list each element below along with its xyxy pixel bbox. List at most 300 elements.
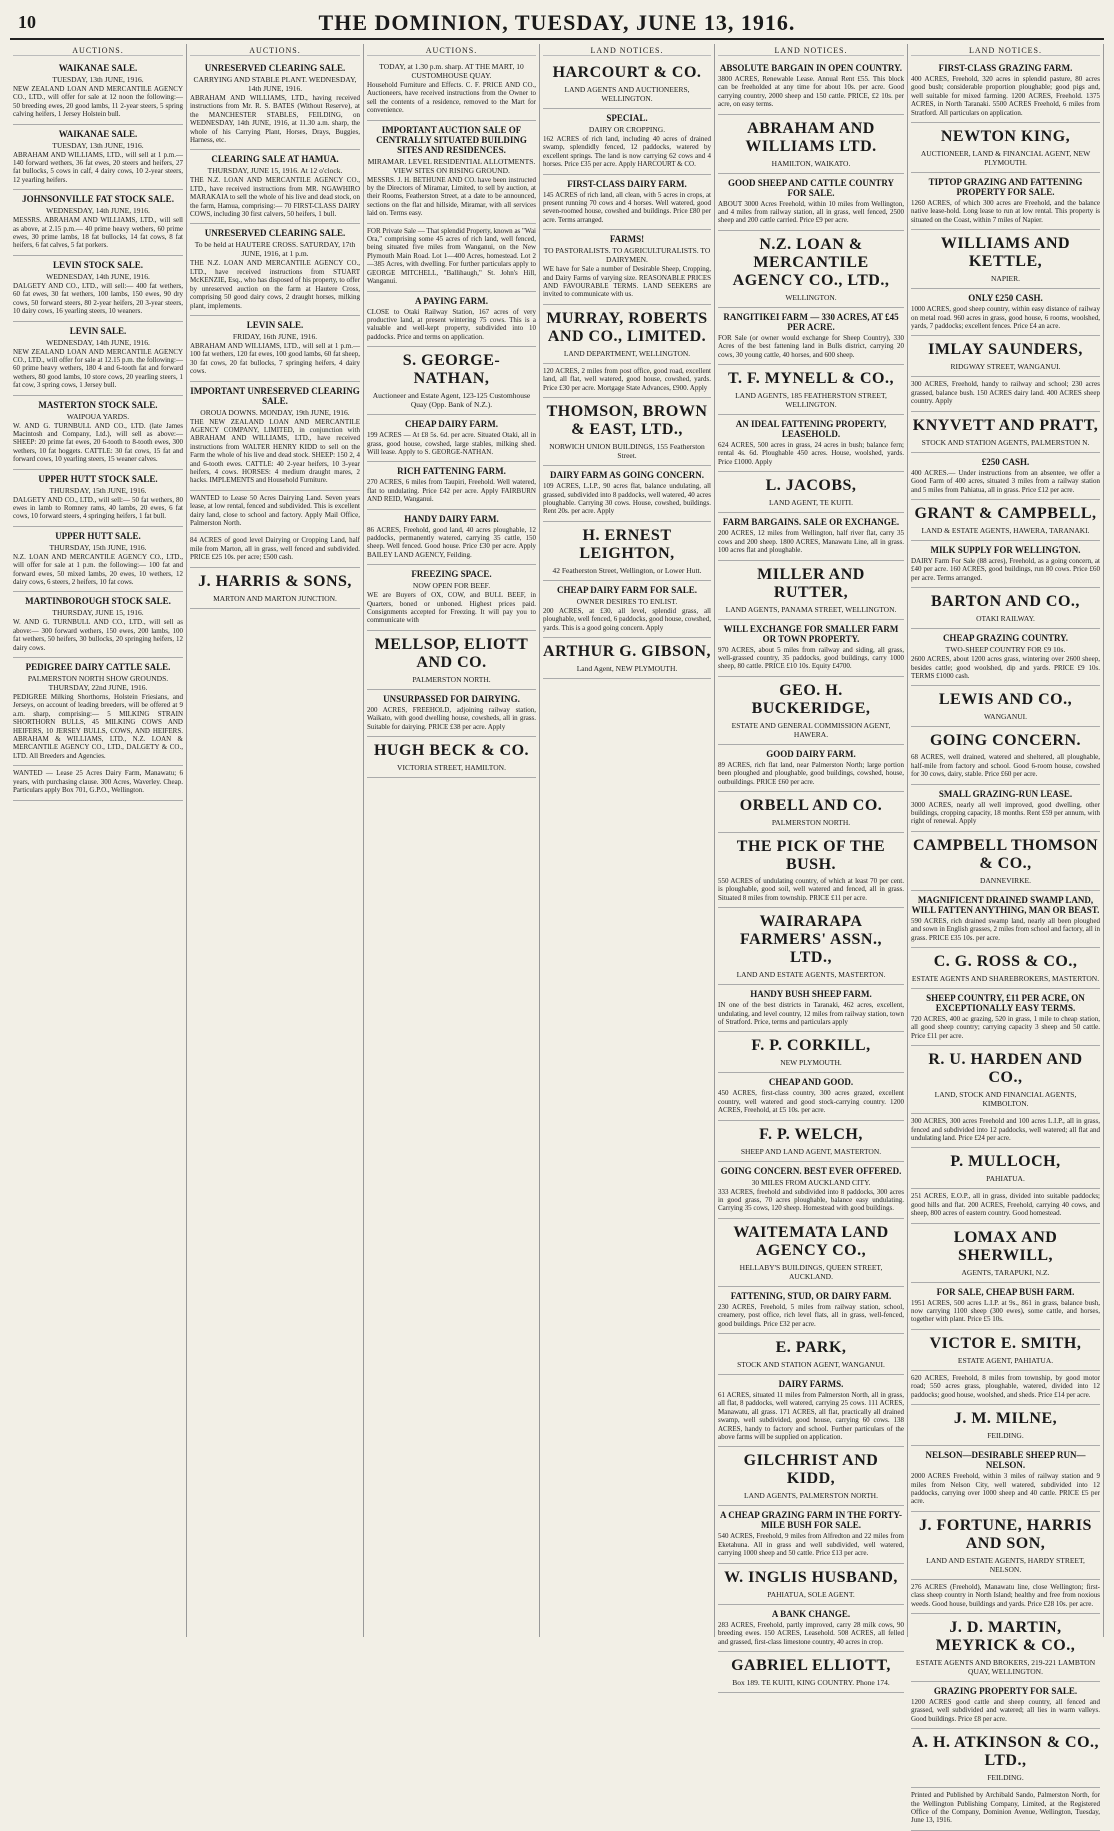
advertisement [911,1729,1100,1788]
ad-heading: WAIKANAE SALE. [58,128,138,139]
advertisement [911,230,1100,289]
ad-body: Household Furniture and Effects. C. F. PRICE AND CO., Auctioneers, have received instructions from the Owner to sell the contents of a residence, removed to the Mart for convenience. [367,81,536,115]
advertisement [911,686,1100,727]
advertiser-name: THE PICK OF THE BUSH. [736,837,886,873]
advertisement [718,1073,904,1120]
advertiser-name: LEWIS AND CO., [938,691,1073,709]
ad-subheading: NEW PLYMOUTH. [780,1058,842,1068]
ad-subheading: THURSDAY, 15th JUNE, 1916. [49,485,147,495]
ad-body: 276 ACRES (Freehold), Manawatu line, close Wellington; first-class sheep country in North Island; healthy and free from noxious weeds. Good house, buildings and yards. Price £28 10s. per acre. [911,1582,1100,1608]
ad-subheading: FEILDING. [987,1773,1024,1783]
advertisement [367,510,536,566]
ad-heading: MARTINBOROUGH STOCK SALE. [25,596,171,607]
advertisement [367,462,536,509]
advertisement [911,336,1100,377]
advertisement [911,727,1100,784]
ad-subheading: OTAKI RAILWAY. [976,614,1035,624]
column-land-notices-1 [540,44,715,1637]
advertisement [911,948,1100,989]
ad-heading: PEDIGREE DAIRY CATTLE SALE. [25,662,171,673]
ad-heading: FIRST-CLASS DAIRY FARM. [567,178,687,189]
ad-body: 230 ACRES, Freehold, 5 miles from railway station, school, creamery, post office, rich level flats, all in grass, well-fenced, good buildings. Price £32 per acre. [718,1302,904,1328]
advertiser-name: ABRAHAM AND WILLIAMS LTD. [745,119,877,155]
ad-heading: A BANK CHANGE. [771,1608,851,1619]
advertiser-name: S. GEORGE-NATHAN, [402,352,501,388]
ad-body: 300 ACRES, Freehold, handy to railway and school; 230 acres grassed, balance bush. 150 ACRES dairy land. 400 ACRES sheep country. Apply [911,380,1100,406]
ad-body: 624 ACRES, 500 acres in grass, 24 acres in bush; balance fern; rental 4s. 6d. Ploughable 450 acres. House, woolshed, yards. Price £1000. Apply [718,441,904,466]
advertisement [911,832,1100,891]
advertisement [367,347,536,415]
advertisement [718,1334,904,1375]
ad-heading: GOING CONCERN. BEST EVER OFFERED. [720,1165,902,1176]
advertisement [190,568,360,609]
ad-subheading: LAND AGENTS, PANAMA STREET, WELLINGTON. [725,604,897,614]
advertisement [543,638,711,679]
advertisement [718,174,904,231]
ad-subheading: WAIPOUA YARDS. [66,411,130,421]
advertiser-name: WAITEMATA LAND AGENCY CO., [733,1223,889,1259]
advertisement [718,115,904,174]
newspaper-title: THE DOMINION, TUESDAY, JUNE 13, 1916. [318,10,796,35]
ad-subheading: PALMERSTON NORTH. [412,674,491,684]
advertiser-name: J. D. MARTIN, MEYRICK & CO., [935,1618,1076,1654]
ad-heading: ONLY £250 CASH. [968,293,1043,304]
ad-subheading: WEDNESDAY, 14th JUNE, 1916. [46,337,150,347]
ad-heading: LEVIN SALE. [69,325,127,336]
ad-heading: CHEAP AND GOOD. [768,1077,854,1088]
advertisement [718,1447,904,1506]
advertisement [13,256,183,322]
ad-body: NEW ZEALAND LOAN AND MERCANTILE AGENCY CO., LTD., will offer for sale at 12 noon the following:— 50 breeding ewes, 20 good lambs, 11 2-year steers, 5 spring calving heifers, 1 Jersey Holstein bull. [13,85,183,119]
advertisement [718,1375,904,1447]
ad-subheading: HELLABY'S BUILDINGS, QUEEN STREET, AUCKLAND. [739,1262,883,1281]
ad-subheading: Land Agent, NEW PLYMOUTH. [576,663,678,673]
advertisement [718,908,904,985]
ad-heading: UPPER HUTT STOCK SALE. [38,473,158,484]
ad-body: 2600 ACRES, about 1200 acres grass, wintering over 2600 sheep, besides cattle; good woolshed, dip and yards. PRICE £9 10s. TERMS £1000 cash. [911,655,1100,680]
ad-body: WE are Buyers of OX, COW, and BULL BEEF, in Quarters, boned or unboned. Highest prices paid. Consignments accepted for Freezing. It will pay you to communicate with [367,591,536,625]
ad-heading: JOHNSONVILLE FAT STOCK SALE. [22,194,174,205]
ad-heading: AN IDEAL FATTENING PROPERTY, LEASEHOLD. [735,419,887,440]
ad-heading: GRAZING PROPERTY FOR SALE. [933,1685,1078,1696]
ad-body: 620 ACRES, Freehold, 8 miles from township, by good motor road; 550 acres grass, ploughable, watered, divided into 12 paddocks; good house, woolshed, and sheds. Price £14 per acre. [911,1373,1100,1399]
advertiser-name: J. FORTUNE, HARRIS AND SON, [919,1516,1092,1552]
advertisement [13,396,183,470]
ad-subheading: THURSDAY, JUNE 15, 1916. At 12 o'clock. [207,166,343,176]
ad-subheading: OROUA DOWNS. MONDAY, 19th JUNE, 1916. [200,407,350,417]
ad-body: WANTED — Lease 25 Acres Dairy Farm, Manawatu; 6 years, with purchasing clause. 300 Acres, Waverley. Cheap. Particulars apply Box 701, G.P.O., Wellington. [13,769,183,795]
ad-body: 89 ACRES, rich flat land, near Palmerston North; large portion been ploughed and ploughable, good buildings, cowshed, house, outbuildings. PRICE £60 per acre. [718,760,904,786]
ad-subheading: AUCTIONEER, LAND & FINANCIAL AGENT, NEW PLYMOUTH. [920,149,1091,168]
ad-subheading: FRIDAY, 16th JUNE, 1916. [232,331,318,341]
advertisement [911,377,1100,411]
ad-heading: IMPORTANT UNRESERVED CLEARING SALE. [190,385,360,406]
ad-heading: UNSURPASSED FOR DAIRYING. [383,693,520,704]
ad-body: ABRAHAM AND WILLIAMS, LTD., will sell at 1 p.m.— 140 forward wethers, 36 fat ewes, 20 steers and heifers, 27 fat bullocks, 5 cows in calf, 4 dairy cows, 10 2-year steers, 12 yearling heifers. [13,150,183,184]
ad-body: 251 ACRES, E.O.P., all in grass, divided into suitable paddocks; good hills and flat. 200 ACRES, Freehold, carrying 40 cows, and sheep, 800 acres of eastern country. Good homestead. [911,1192,1100,1218]
advertisement [367,565,536,631]
advertisement [718,1032,904,1073]
ad-subheading: 42 Featherston Street, Wellington, or Lower Hutt. [552,565,702,575]
advertisement [190,224,360,315]
advertisement [367,224,536,292]
advertisement [13,592,183,658]
ad-body: 540 ACRES, Freehold, 9 miles from Alfredton and 22 miles from Eketahuna. All in grass and well subdivided, well watered, carrying 1000 sheep and 50 cattle. Price £13 per acre. [718,1532,904,1558]
advertisement [13,470,183,527]
advertisement [543,398,711,466]
ad-heading: CHEAP DAIRY FARM. [405,419,498,430]
advertisement [543,522,711,581]
ad-subheading: PAHIATUA. [986,1174,1025,1184]
ad-heading: A PAYING FARM. [414,295,489,306]
page-number: 10 [18,12,36,32]
advertiser-name: ORBELL AND CO. [739,796,883,814]
ad-subheading: FEILDING. [987,1431,1024,1441]
ad-subheading: CARRYING AND STABLE PLANT. WEDNESDAY, 14th JUNE, 1916. [193,75,357,93]
ad-body: 400 ACRES.— Under instructions from an absentee, we offer a Good Farm of 400 acres, situated 3 miles from a railway station and 5 miles from Pahiatua, all in grass. Price £12 per acre. [911,468,1100,494]
advertisement [911,1446,1100,1512]
ad-subheading: MARTON AND MARTON JUNCTION. [213,593,337,603]
ad-body: FOR Private Sale — That splendid Property, known as "Wai Ora," comprising some 45 acres of rich land, well fenced, being situated five miles from Wanganui, on the New Plymouth Main Road. Lot 1—400 Acres, homestead. Lot 2—385 Acres, with dwelling. For further particulars apply to GEORGE MITCHELL, "Ballihaugh," St. John's Hill, Wanganui. [367,226,536,286]
ad-heading: CHEAP DAIRY FARM FOR SALE. [557,584,697,595]
ad-heading: SPECIAL. [606,113,648,123]
advertisement [911,123,1100,173]
advertiser-name: C. G. ROSS & CO., [933,953,1078,970]
ad-heading: RICH FATTENING FARM. [397,466,506,477]
ad-subheading: ESTATE AGENTS AND SHAREBROKERS, MASTERTON. [911,974,1100,983]
ad-subheading: LAND AGENTS, 185 FEATHERSTON STREET, WELLINGTON. [735,391,887,410]
advertisement [911,1580,1100,1614]
ad-subheading: THURSDAY, JUNE 15, 1916. [52,608,144,618]
ad-subheading: NAPIER. [991,274,1020,284]
advertiser-name: N.Z. LOAN & MERCANTILE AGENCY CO., LTD., [732,235,890,289]
advertiser-name: R. U. HARDEN AND CO., [928,1051,1083,1087]
ad-heading: MAGNIFICENT DRAINED SWAMP LAND, WILL FATTEN ANYTHING, MAN OR BEAST. [911,894,1100,915]
advertisement [911,1224,1100,1283]
advertisement [718,985,904,1032]
ad-body: 200 ACRES, FREEHOLD, adjoining railway station, Waikato, with good dwelling house, cowsheds, all in grass. Suitable for dairying. PRICE £38 per acre. Apply [367,705,536,731]
ad-subheading: VICTORIA STREET, HAMILTON. [397,763,506,773]
advertisement [911,1682,1100,1729]
advertisement [911,1189,1100,1223]
ad-subheading: LAND AND ESTATE AGENTS, HARDY STREET, NELSON. [926,1555,1085,1574]
advertiser-name: ARTHUR G. GIBSON, [543,642,711,660]
advertisement [367,59,536,121]
advertisement [13,527,183,593]
ad-body: THE N.Z. LOAN AND MERCANTILE AGENCY CO., LTD., have received instructions from STUART McKENZIE, Esq., who has disposed of his property, to offer by unreserved auction on the farm at Hautere Cross, comprising 50 good dairy cows, 2 draught horses, milking plant, implements. [190,259,360,310]
advertiser-name: WAIRARAPA FARMERS' ASSN., LTD., [740,913,882,967]
ad-subheading: RIDGWAY STREET, WANGANUI. [950,362,1061,372]
ad-body: 200 ACRES, at £30, all level, splendid grass, all ploughable, well fenced, 6 paddocks, good house, cowshed, yards. This is a good going concern. Apply [543,606,711,632]
ad-subheading: LAND, STOCK AND FINANCIAL AGENTS, KIMBOLTON. [934,1090,1077,1109]
advertisement [367,415,536,462]
column-auctions-3 [364,44,540,1637]
ad-subheading: LAND AGENTS, PALMERSTON NORTH. [744,1491,878,1501]
ad-body: 590 ACRES, rich drained swamp land, nearly all been ploughed and sown in English grasses, 2 miles from school and factory, all in grass. PRICE £35 10s. per acre. [911,916,1100,942]
advertisement [911,412,1100,453]
advertiser-name: GILCHRIST AND KIDD, [743,1452,879,1488]
advertisement [190,150,360,224]
advertisement [543,109,711,175]
advertisement [911,1788,1100,1831]
advertiser-name: WILLIAMS AND KETTLE, [940,235,1071,271]
ad-body: WE have for Sale a number of Desirable Sheep, Cropping, and Dairy Farms of varying size. REASONABLE PRICES AND FAVOURABLE TERMS. LAND SEEKERS are invited to communicate with us. [543,265,711,299]
advertisement [718,1287,904,1334]
ad-heading: A CHEAP GRAZING FARM IN THE FORTY-MILE BUSH FOR SALE. [719,1510,903,1531]
ad-heading: GOOD DAIRY FARM. [766,748,856,759]
ad-heading: FIRST-CLASS GRAZING FARM. [938,63,1073,73]
advertisement [718,1162,904,1219]
ad-subheading: TUESDAY, 13th JUNE, 1916. [52,140,144,150]
ad-body: ABOUT 3000 Acres Freehold, within 10 miles from Wellington, and 4 miles from railway station, all in grass, well fenced, 2500 sheep and 200 cattle carried. Price £9 per acre. [718,199,904,225]
ad-body: WANTED to Lease 50 Acres Dairying Land. Seven years lease, at low rental, fenced and subdivided. This is excellent dairy land, close to school and factory. Apply Mail Office, Palmerston North. [190,493,360,527]
advertiser-name: BARTON AND CO., [931,593,1080,611]
ad-subheading: WEDNESDAY, 14th JUNE, 1916. [46,206,150,216]
ad-subheading: LAND AGENTS AND AUCTIONEERS, WELLINGTON. [564,85,690,103]
ad-subheading: AGENTS, TARAPUKI, N.Z. [961,1267,1050,1277]
advertisement [543,59,711,109]
ad-heading: FREEZING SPACE. [411,569,492,580]
advertiser-name: MURRAY, ROBERTS AND CO., LIMITED. [546,309,708,345]
advertisement [13,322,183,396]
ad-subheading: TUESDAY, 13th JUNE, 1916. [52,75,144,84]
ad-subheading: DANNEVIRKE. [979,875,1032,885]
advertiser-name: GEO. H. BUCKERIDGE, [751,681,871,717]
ad-heading: SMALL GRAZING-RUN LEASE. [938,788,1073,799]
ad-body: 300 ACRES, 300 acres Freehold and 100 acres L.I.P., all in grass, fenced and subdivided into 12 paddocks, well watered; all flat and undulating land. Price £24 per acre. [911,1117,1100,1143]
advertisement [911,1512,1100,1580]
ad-heading: FARM BARGAINS. SALE OR EXCHANGE. [722,517,900,528]
advertisement [718,1121,904,1162]
ad-body: 61 ACRES, situated 11 miles from Palmerston North, all in grass, all flat, 8 paddocks, well watered, carrying 25 cows. 111 ACRES, Manawatu, all grass. 171 ACRES, all flat, practically all drained swamp, well subdivided, good house, carrying 60 cows. 138 ACRES, handy to factory and school. Further particulars of the above farms will be supplied on application. [718,1391,904,1442]
advertisement [911,1405,1100,1446]
ad-subheading: NOW OPEN FOR BEEF. [412,581,491,591]
ad-body: Printed and Published by Archibald Sando, Palmerston North, for the Wellington Publishing Company, Limited, at the Registered Office of the Company, Dominion Avenue, Wellington, Tuesday, June 13, 1916. [911,1791,1100,1825]
advertiser-name: LOMAX AND SHERWILL, [953,1228,1058,1264]
advertiser-name: J. HARRIS & SONS, [198,572,352,590]
advertisement [367,631,536,690]
advertiser-name: GRANT & CAMPBELL, [914,504,1097,522]
advertisement [911,1283,1100,1330]
advertisement [718,1219,904,1287]
ad-heading: MASTERTON STOCK SALE. [38,399,158,410]
ad-body: 400 ACRES, Freehold, 320 acres in splendid pasture, 80 acres good bush; considerable proportion ploughable; good pigs and, well suitable for mixed farming. 1200 ACRES, Freehold. 1375 ACRES, in North Taranaki. 5500 ACRES Freehold, 6 miles from Stratford. All particulars on application. [911,75,1100,117]
section-heading: AUCTIONS. [367,46,536,56]
ad-body: IN one of the best districts in Taranaki, 462 acres, excellent, undulating, and level country, 12 miles from railway station, town of Stratford. Price, terms and particulars apply [718,1001,904,1026]
ad-heading: UNRESERVED CLEARING SALE. [204,63,346,73]
ad-subheading: TO PASTORALISTS. TO AGRICULTURALISTS. TO DAIRYMEN. [543,246,711,265]
ad-heading: SHEEP COUNTRY, £11 PER ACRE, ON EXCEPTIONALLY EASY TERMS. [926,993,1085,1013]
advertisement [367,292,536,348]
advertisement [718,620,904,677]
ad-body: MESSRS. J. H. BETHUNE AND CO. have been instructed by the Directors of Miramar, Limited, to sell by auction, at their Rooms, Featherston Street, at a date to be announced, sections on the flat and hillside, Miramar, with all services laid on. Terms easy. [367,175,536,218]
advertiser-name: KNYVETT AND PRATT, [912,416,1099,434]
ad-heading: DAIRY FARM AS GOING CONCERN. [550,470,704,481]
ad-body: 333 ACRES, freehold and subdivided into 8 paddocks, 300 acres in good grass, 70 acres ploughable, balance easy undulating. Carrying 35 cows, 120 sheep. Homestead with good buildings. [718,1187,904,1213]
ad-subheading: DAIRY OR CROPPING. [588,125,666,134]
advertiser-name: MELLSOP, ELIOTT AND CO. [374,635,529,671]
ad-subheading: MIRAMAR. LEVEL RESIDENTIAL ALLOTMENTS. VIEW SITES ON RISING GROUND. [367,156,536,175]
advertisement [718,231,904,308]
advertisement [718,677,904,745]
ad-body: DALGETY AND CO., LTD., will sell:— 400 fat wethers, 60 fat ewes, 30 fat wethers, 100 lambs, 150 ewes, 90 dry cows, 50 forward steers, 80 2-year heifers, 20 3-year steers, 10 dairy cows, 16 yearling steers, 10 weaners. [13,281,183,316]
advertiser-name: CAMPBELL THOMSON & CO., [912,836,1099,872]
ad-body: THE N.Z. LOAN AND MERCANTILE AGENCY CO., LTD., have received instructions from MR. NGAWHIRO MARAKAIA to sell the whole of his live and dead stock, on the farm, Hamua, comprising:— 70 FIRST-CLASS DAIRY COWS, including 30 first calvers, 50 heifers, 1 bull. [190,176,360,219]
ad-subheading: PAHIATUA, SOLE AGENT. [767,1589,855,1599]
ad-body: 2000 ACRES Freehold, within 3 miles of railway station and 9 miles from Nelson City, well watered, subdivided into 12 paddocks, carrying over 1000 sheep and 40 cattle. PRICE £5 per acre. [911,1472,1100,1506]
advertisement [543,364,711,398]
column-land-notices-3 [908,44,1104,1825]
ad-subheading: LAND AGENT, TE KUITI. [768,498,854,508]
ad-body: 200 ACRES, 12 miles from Wellington, half river flat, carry 35 cows and 200 sheep. 1800 ACRES, Manawatu Line, all in grass. 100 acres flat and ploughable. [718,529,904,555]
ad-subheading: LAND AND ESTATE AGENTS, MASTERTON. [736,970,886,980]
advertiser-name: H. ERNEST LEIGHTON, [579,526,675,562]
ad-heading: ABSOLUTE BARGAIN IN OPEN COUNTRY. [719,63,903,73]
advertisement [543,581,711,638]
ad-heading: FARMS! [609,234,645,245]
ad-subheading: PALMERSTON NORTH. [771,817,851,827]
ad-body: 270 ACRES, 6 miles from Taupiri, Freehold. Well watered, flat to undulating. Price £42 per acre. Apply FAIRBURN AND REID, Wanganui. [367,478,536,504]
advertiser-name: E. PARK, [775,1339,847,1357]
ad-subheading: THURSDAY, 15th JUNE, 1916. [49,542,147,552]
ad-body: ABRAHAM AND WILLIAMS, LTD., will sell at 1 p.m.— 100 fat wethers, 120 fat ewes, 100 good lambs, 60 fat sheep, 30 fat cows, 20 fat bullocks, 7 springing heifers, 4 dairy cows. [190,341,360,376]
ad-body: 162 ACRES of rich land, including 40 acres of drained swamp, splendidly fenced, 12 paddocks, watered by excellent springs. The land is now carrying 62 cows and 4 horses. Price £35 per acre. Apply HARCOURT & CO. [543,135,711,169]
advertisement [543,175,711,231]
ad-subheading: Auctioneer and Estate Agent, 123-125 Customhouse Quay (Opp. Bank of N.Z.). [372,391,531,410]
advertisement [190,533,360,567]
section-heading: LAND NOTICES. [543,46,711,56]
advertisement [543,466,711,522]
advertisement [718,561,904,620]
ad-subheading: ESTATE AND GENERAL COMMISSION AGENT, HAWERA. [731,720,891,739]
ad-subheading: SHEEP AND LAND AGENT, MASTERTON. [740,1146,882,1156]
advertisement [911,59,1100,123]
ad-subheading: To be held at HAUTERE CROSS. SATURDAY, 17th JUNE, 1916, at 1 p.m. [194,240,356,259]
advertisement [718,1652,904,1693]
ad-body: 84 ACRES of good level Dairying or Cropping Land, half mile from Marton, all in grass, well fenced and subdivided. PRICE £25 10s. per acre; £500 cash. [190,536,360,562]
ad-body: 68 ACRES, well drained, watered and sheltered, all ploughable, half-mile from factory and school. Good 6-room house, cowshed for 30 cows, dairy, stable. Price £60 per acre. [911,753,1100,779]
ad-subheading: LAND & ESTATE AGENTS, HAWERA, TARANAKI. [921,525,1090,535]
advertisement [911,500,1100,541]
advertisement [911,785,1100,832]
advertiser-name: HARCOURT & CO. [552,64,702,81]
ad-subheading: TODAY, at 1.30 p.m. sharp. AT THE MART, 10 CUSTOMHOUSE QUAY. [379,62,524,80]
ad-subheading: PALMERSTON NORTH SHOW GROUNDS. THURSDAY, 22nd JUNE, 1916. [27,674,169,693]
ad-body: W. AND G. TURNBULL AND CO., LTD. (late James Macintosh and Company, Ltd.), will sell as above:— SHEEP: 20 prime fat ewes, 20 6-tooth to 8-tooth ewes, 300 wethers, 10 fat hoggets. CATTLE: 30 fat cows, 15 fat and forward cows, 10 yearling steers, 15 weaner calves. [13,421,183,464]
advertiser-name: W. INGLIS HUSBAND, [724,1568,898,1586]
section-heading: AUCTIONS. [13,46,183,56]
advertiser-name: GOING CONCERN. [929,732,1081,750]
advertisement [543,230,711,305]
advertisement [718,59,904,115]
advertisement [911,289,1100,336]
ad-body: 3800 ACRES, Renewable Lease. Annual Rent £55. This block can be freeholded at any time for about 10s. per acre. Good carrying country, 2000 sheep and 150 cattle. PRICE, £2 10s. per acre, on easy terms. [718,75,904,109]
advertisement [13,766,183,800]
advertisement [911,173,1100,230]
ad-body: W. AND G. TURNBULL AND CO., LTD., will sell as above:— 300 forward wethers, 150 ewes, 200 lambs, 100 fat wethers, 50 heifers, 30 bullocks, 20 springing heifers, 12 dairy cows. [13,618,183,652]
ad-body: 199 ACRES — At £8 5s. 6d. per acre. Situated Otaki, all in grass, good house, cowshed, large stables, milking shed. Will lease. Apply to S. GEORGE-NATHAN. [367,431,536,456]
ad-body: 120 ACRES, 2 miles from post office, good road, excellent land, all flat, well watered, good house, cowshed, yards. Price £30 per acre. Mortgage State Advances, £900. Apply [543,366,711,392]
ad-body: 145 ACRES of rich land, all clean, with 5 acres in crops, at present running 70 cows and 4 horses. Well watered, good seven-roomed house, cowshed and buildings. Price £80 per acre. Terms arranged. [543,190,711,224]
advertisement [911,1614,1100,1682]
ad-body: THE NEW ZEALAND LOAN AND MERCANTILE AGENCY COMPANY, LIMITED, in conjunction with ABRAHAM AND WILLIAMS, LTD., have received instructions from WALTER HENRY KIDD to sell on the Farm the whole of his live and dead stock. SHEEP: 150 2, 4 and 6-tooth ewes. CATTLE: 40 2-year heifers, 10 3-year heifers, 4 cows. HORSES: 4 medium draught mares, 2 hacks. IMPLEMENTS and Household Furniture. [190,417,360,485]
advertisement [718,1564,904,1605]
advertisement [13,190,183,256]
ad-body: 3000 ACRES, nearly all well improved, good dwelling, other buildings, cropping capacity, 18 months. Rent £59 per annum, with right of renewal. Apply [911,800,1100,826]
advertisement [911,891,1100,948]
ad-subheading: TWO-SHEEP COUNTRY FOR £9 10s. [945,645,1066,655]
ad-heading: UNRESERVED CLEARING SALE. [204,228,346,239]
advertisement [718,1506,904,1563]
ad-body: 720 ACRES, 400 ac grazing, 520 in grass, 1 mile to cheap station, all good sheep country; carrying capacity 3 sheep and 50 cattle. Price £11 per acre. [911,1015,1100,1040]
ad-heading: RANGITIKEI FARM — 330 ACRES, AT £45 PER ACRE. [723,311,899,332]
ad-heading: WAIKANAE SALE. [58,63,138,73]
advertisement [911,1148,1100,1189]
advertiser-name: MILLER AND RUTTER, [757,565,865,601]
ad-body: 550 ACRES of undulating country, of which at least 70 per cent. is ploughable, good soil, well watered and fenced, all in grass. Situated 8 miles from township. PRICE £11 per acre. [718,876,904,902]
advertisement [911,1330,1100,1371]
masthead [10,8,1104,40]
advertisement [718,792,904,833]
ad-subheading: LAND DEPARTMENT, WELLINGTON. [563,348,691,358]
advertiser-name: VICTOR E. SMITH, [929,1334,1082,1352]
ad-subheading: Box 189. TE KUITI, KING COUNTRY. Phone 174. [732,1677,890,1687]
ad-body: 1951 ACRES, 500 acres L.I.P. at 9s., 861 in grass, balance bush, now carrying 1100 sheep (300 ewes), some cattle, and horses, together with plant. Price £5 10s. [911,1298,1100,1324]
ad-heading: CLEARING SALE AT HAMUA. [211,154,339,165]
section-heading: LAND NOTICES. [718,46,904,56]
advertiser-name: NEWTON KING, [940,128,1071,146]
advertiser-name: P. MULLOCH, [950,1153,1061,1171]
section-heading: AUCTIONS. [190,46,360,56]
advertiser-name: THOMSON, BROWN & EAST, LTD., [546,403,708,439]
ad-subheading: WELLINGTON. [785,292,837,302]
ad-heading: MILK SUPPLY FOR WELLINGTON. [930,544,1081,555]
advertiser-name: GABRIEL ELLIOTT, [731,1656,891,1674]
column-auctions-1 [10,44,187,1637]
ad-heading: DAIRY FARMS. [778,1379,844,1390]
advertisement [13,658,183,766]
advertisement [367,737,536,778]
ad-body: 109 ACRES, L.I.P., 90 acres flat, balance undulating, all grassed, subdivided into 8 paddocks, well watered, 40 acres ploughable. Carrying 30 cows. House, cowshed, buildings. Rent 20s. per acre. Apply [543,482,711,516]
column-auctions-2 [187,44,364,1637]
ad-heading: LEVIN STOCK SALE. [52,259,144,270]
advertisement [718,833,904,908]
advertisement [718,472,904,513]
ad-subheading: 30 MILES FROM AUCKLAND CITY. [751,1177,871,1187]
advertisement [718,745,904,792]
advertisement [911,588,1100,629]
ad-heading: FATTENING, STUD, OR DAIRY FARM. [730,1290,892,1301]
advertisement [190,491,360,534]
advertiser-name: IMLAY SAUNDERS, [928,341,1083,359]
ad-body: 283 ACRES, Freehold, partly improved, carry 28 milk cows, 90 breeding ewes. 150 ACRES, Leasehold. 508 ACRES, all felled and grassed, first-class limestone country, 40 acres in crop. [718,1620,904,1646]
ad-body: DAIRY Farm For Sale (88 acres), Freehold, as a going concern, at £40 per acre. 160 ACRES, good buildings, run 80 cows. Price £60 per acre. Terms arranged. [911,556,1100,582]
ad-subheading: STOCK AND STATION AGENTS, PALMERSTON N. [921,437,1090,447]
ad-heading: FOR SALE, CHEAP BUSH FARM. [936,1286,1075,1297]
ad-heading: NELSON—DESIRABLE SHEEP RUN—NELSON. [925,1450,1086,1471]
ad-subheading: STOCK AND STATION AGENT, WANGANUI. [737,1360,885,1370]
ad-body: 450 ACRES, first-class country, 300 acres grazed, excellent country, well watered and good stock-carrying country. 1200 ACRES, Freehold, at £5 10s. per acre. [718,1089,904,1115]
advertisement [718,415,904,472]
advertiser-name: L. JACOBS, [765,477,857,495]
ad-heading: IMPORTANT AUCTION SALE OF CENTRALLY SITUATED BUILDING SITES AND RESIDENCES. [376,124,527,155]
ad-heading: UPPER HUTT SALE. [55,530,141,541]
ad-body: ABRAHAM AND WILLIAMS, LTD., having received instructions from Mr. R. S. BATES (Without Reserve), at the MANCHESTER STABLES, FEILDING, on WEDNESDAY, 14th JUNE, 1916, at 11.30 a.m. sharp, the whole of his Carrying Plant, Horses, Drays, Buggies, Harness, etc. [190,94,360,145]
advertisement [718,365,904,415]
ad-body: FOR Sale (or owner would exchange for Sheep Country), 330 Acres of the best fattening land in Bulls district, carrying 20 cows, 30 young cattle, 40 horses, and 600 sheep. [718,333,904,359]
advertiser-name: A. H. ATKINSON & CO., LTD., [911,1734,1100,1770]
ad-heading: HANDY DAIRY FARM. [404,513,499,524]
